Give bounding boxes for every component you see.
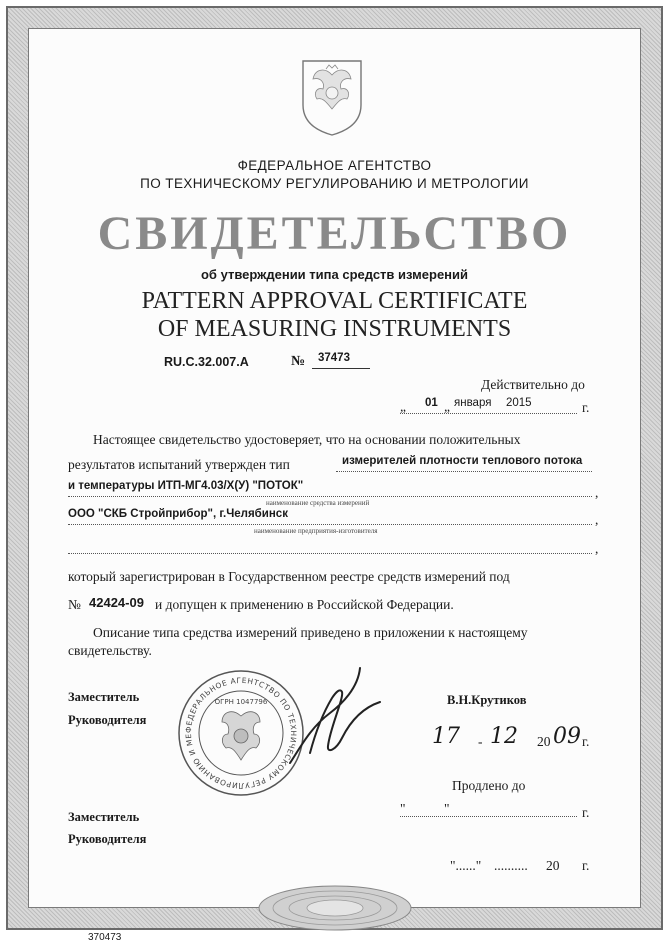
- registry-number-sign: №: [68, 597, 81, 612]
- certificate-title-en-line2: OF MEASURING INSTRUMENTS: [157, 316, 512, 342]
- deputy2-label-line2: Руководителя: [68, 832, 147, 846]
- date-year-print: 20: [537, 734, 551, 749]
- certificate-number: 37473: [318, 352, 350, 364]
- signature-date: 17 - 12 20 09 г.: [432, 724, 590, 749]
- extension2-year: 20: [546, 858, 560, 873]
- certificate-subtitle-ru: об утверждении типа средств измерений: [200, 267, 469, 282]
- emblem-icon: [297, 57, 367, 137]
- extension2-dots: ..........: [494, 858, 528, 873]
- registry-tail: и допущен к применению в Российской Федерации.: [155, 597, 454, 612]
- instrument-line2: [68, 480, 592, 497]
- certificate-code: RU.C.32.007.A: [164, 355, 249, 369]
- date-year-hand: 09: [553, 724, 581, 749]
- deputy-label-line1: Заместитель: [68, 690, 140, 704]
- para3-line1: Описание типа средства измерений приведено в приложении к настоящему: [93, 625, 528, 640]
- number-line: [312, 352, 370, 369]
- handwritten-signature: [270, 658, 400, 778]
- extended-line: " ": [400, 800, 577, 817]
- certificate-title-ru: СВИДЕТЕЛЬСТВО: [97, 207, 572, 260]
- svg-text:ОГРН 1047796: ОГРН 1047796: [214, 698, 268, 706]
- agency-name-line1: ФЕДЕРАЛЬНОЕ АГЕНТСТВО: [237, 158, 432, 173]
- svg-text:ФЕДЕРАЛЬНОЕ АГЕНТСТВО ПО ТЕХНИ: ФЕДЕРАЛЬНОЕ АГЕНТСТВО ПО ТЕХНИЧЕСКОМУ РЕГУЛИРОВАНИЮ И МЕ: [183, 675, 299, 791]
- valid-until-line: „ 01 „ января 2015: [400, 397, 577, 414]
- deputy-label-line2: Руководителя: [68, 713, 147, 727]
- extension2-quotes: "......": [450, 858, 482, 873]
- extended-label: Продлено до: [452, 778, 526, 793]
- agency-name-line2: ПО ТЕХНИЧЕСКОМУ РЕГУЛИРОВАНИЮ И МЕТРОЛОГИИ: [140, 176, 529, 191]
- blank-line: [68, 537, 592, 554]
- date-month: 12: [490, 724, 518, 749]
- valid-g: г.: [582, 400, 590, 415]
- registry-line: который зарегистрирован в Государственном реестре средств измерений под: [68, 569, 510, 584]
- caption-manufacturer: наименование предприятия-изготовителя: [254, 527, 378, 535]
- number-sign: №: [291, 354, 306, 369]
- certificate-title-en-line1: PATTERN APPROVAL CERTIFICATE: [141, 288, 528, 314]
- serial-number: 370473: [88, 932, 122, 943]
- signer-name: В.Н.Крутиков: [447, 693, 527, 707]
- valid-until-label: Действительно до: [481, 377, 585, 392]
- instrument-name-line2: и температуры ИТП-МГ4.03/Х(У) "ПОТОК": [68, 480, 304, 492]
- para1-line1: Настоящее свидетельство удостоверяет, что на основании положительных: [93, 432, 521, 447]
- caption-instrument: наименование средства измерений: [266, 499, 370, 507]
- valid-year: 2015: [506, 397, 532, 409]
- date-day: 17: [432, 724, 460, 749]
- instrument-name-line1: измерителей плотности теплового потока: [342, 455, 583, 467]
- instrument-line1: [336, 455, 592, 472]
- manufacturer-name: ООО "СКБ Стройприбор", г.Челябинск: [68, 508, 288, 520]
- registry-number: 42424-09: [89, 595, 144, 610]
- valid-day: 01: [425, 397, 438, 409]
- deputy2-label-line1: Заместитель: [68, 810, 140, 824]
- guilloche-rosette-icon: [255, 880, 415, 936]
- para3-line2: свидетельству.: [68, 643, 152, 658]
- manufacturer-line: [68, 508, 592, 525]
- valid-month: января: [454, 397, 492, 409]
- para1-line2: результатов испытаний утвержден тип: [68, 457, 290, 472]
